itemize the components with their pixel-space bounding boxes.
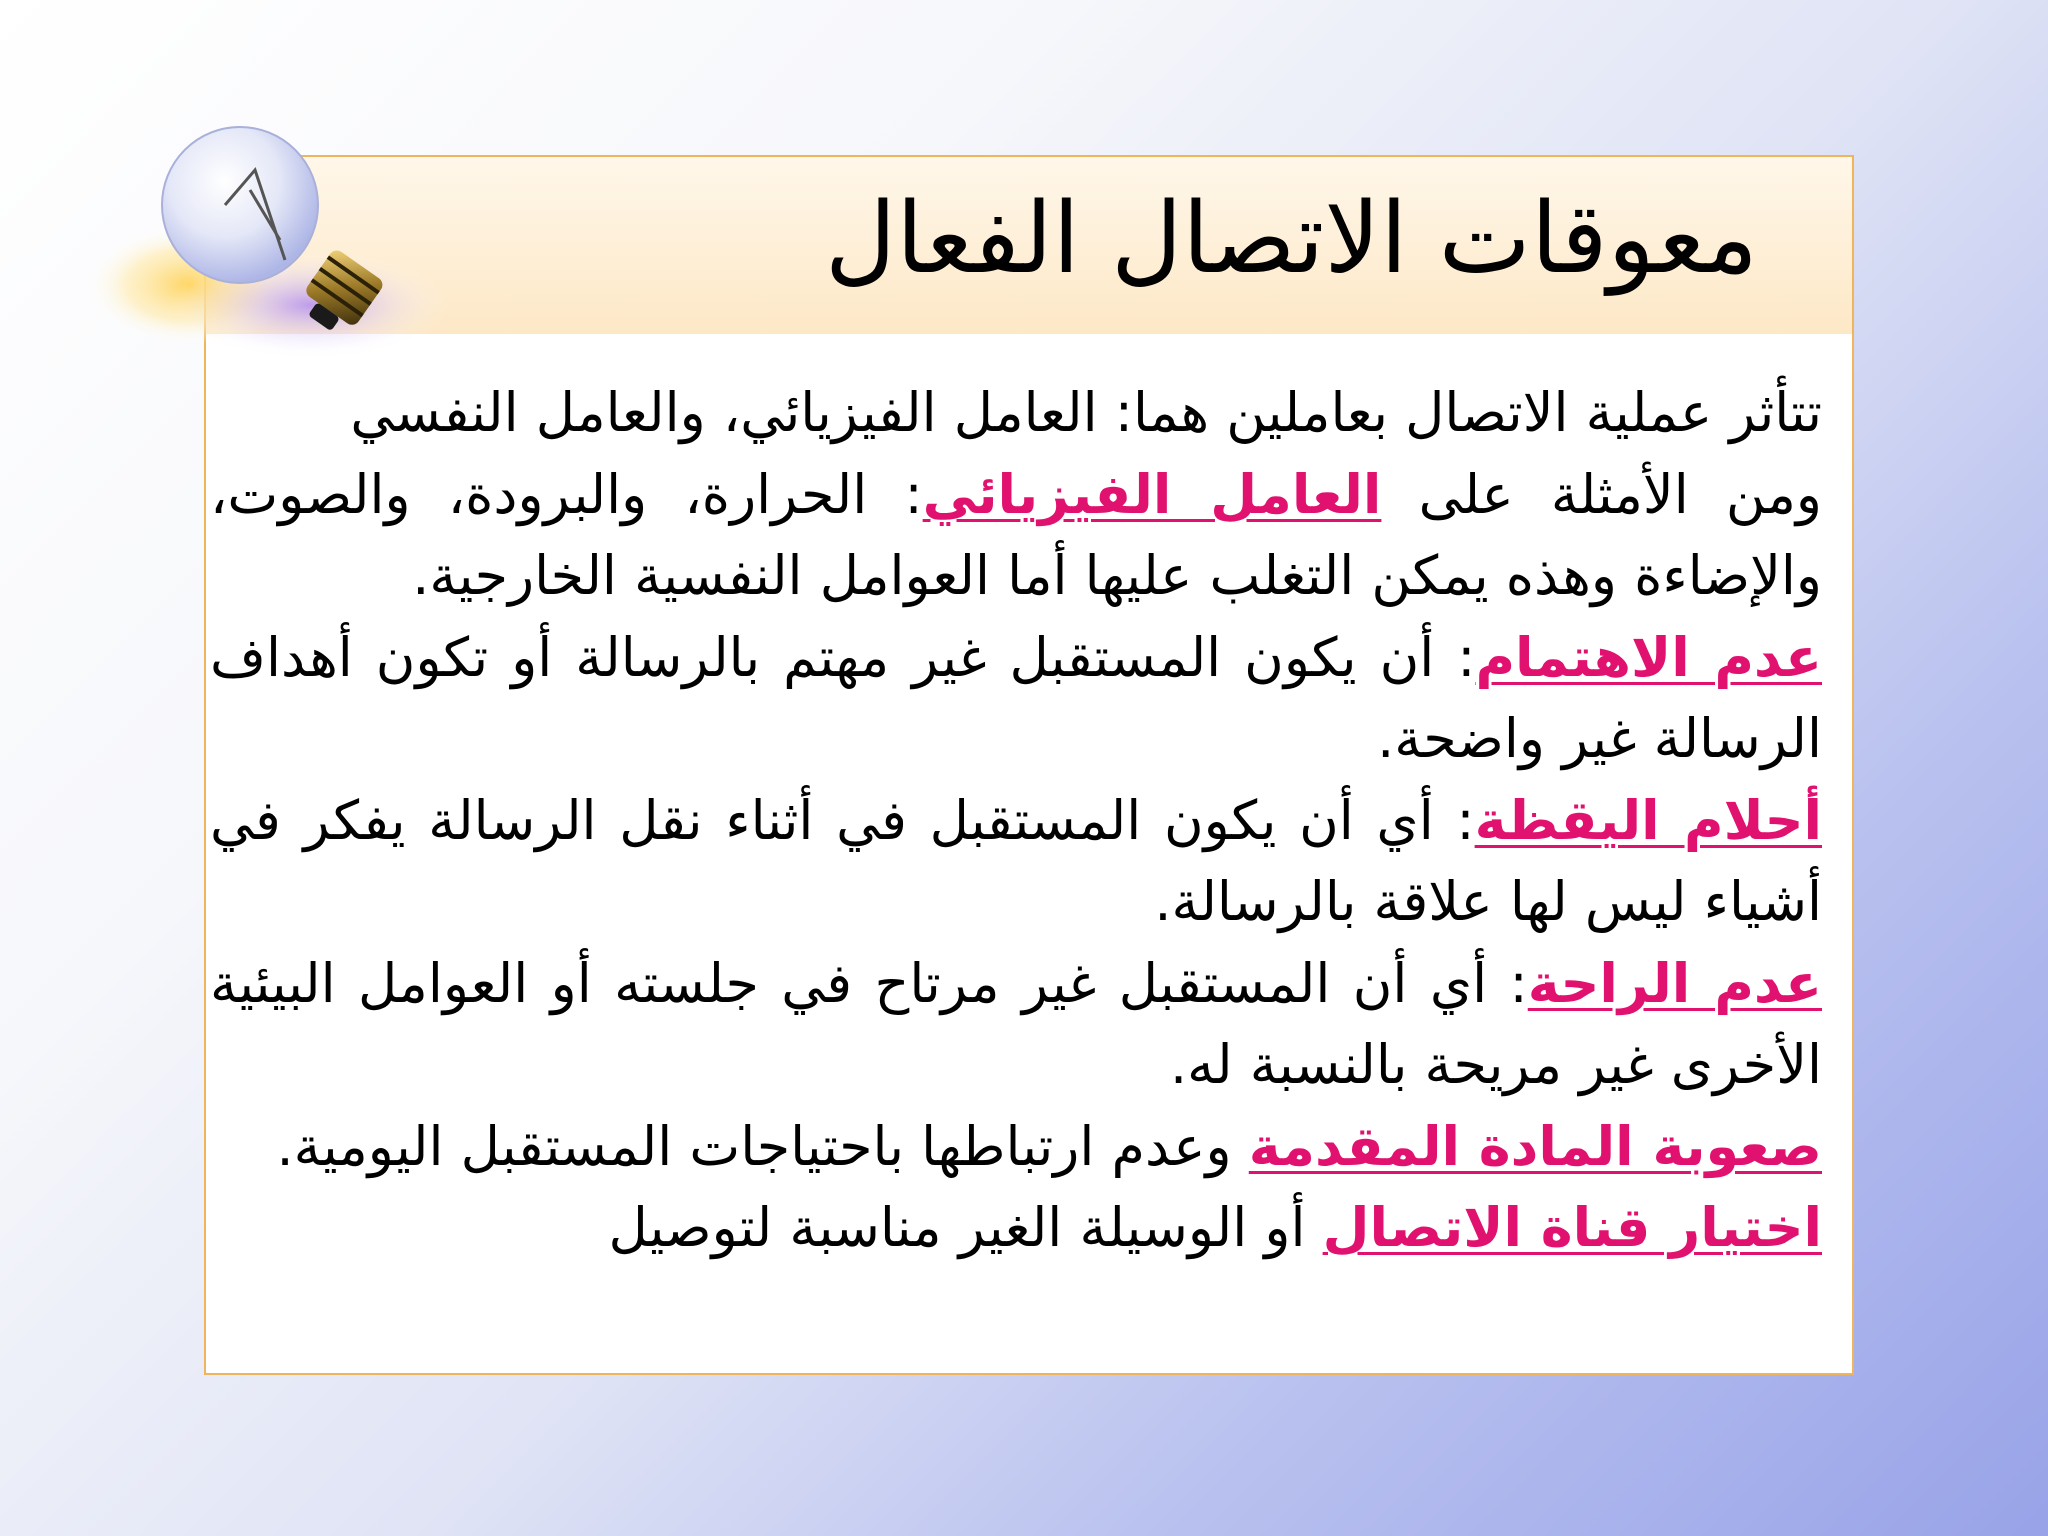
term-separator: : [867, 462, 923, 526]
paragraph-text: أن يكون المستقبل غير مهتم بالرسالة أو تكون أهداف الرسالة غير واضحة. [210, 625, 1822, 770]
term-lack-of-interest: عدم الاهتمام [1475, 625, 1822, 689]
light-bulb-icon [80, 110, 460, 360]
term-separator: : [1434, 625, 1476, 689]
term-material-difficulty: صعوبة المادة المقدمة [1248, 1114, 1822, 1178]
paragraph-text: تتأثر عملية الاتصال بعاملين هما: العامل الفيزيائي، والعامل النفسي [350, 381, 1822, 444]
paragraph-text: الحرارة، والبرودة، والصوت، والإضاءة وهذه يمكن التغلب عليها أما العوامل النفسية الخارجية. [210, 462, 1822, 607]
physical-factor-paragraph [210, 454, 1822, 617]
slide-title: معوقات الاتصال الفعال [824, 182, 1758, 296]
paragraph-text: وعدم ارتباطها باحتياجات المستقبل اليومية. [276, 1114, 1232, 1178]
paragraph-prefix: ومن الأمثلة على [1381, 462, 1822, 526]
body-text [210, 372, 1822, 1269]
paragraph-text: أي أن يكون المستقبل في أثناء نقل الرسالة يفكر في أشياء ليس لها علاقة بالرسالة. [210, 788, 1822, 933]
lack-of-interest-paragraph [210, 617, 1822, 780]
term-daydreaming: أحلام اليقظة [1474, 788, 1822, 852]
term-separator: : [1433, 788, 1475, 852]
term-discomfort: عدم الراحة [1527, 951, 1822, 1015]
intro-paragraph [210, 372, 1822, 454]
daydreaming-paragraph [210, 780, 1822, 943]
discomfort-paragraph [210, 943, 1822, 1106]
paragraph-text: أو الوسيلة الغير مناسبة لتوصيل [608, 1196, 1306, 1259]
term-separator: : [1487, 951, 1528, 1015]
term-physical-factor: العامل الفيزيائي [922, 462, 1382, 526]
channel-choice-paragraph [210, 1187, 1822, 1269]
material-difficulty-paragraph [210, 1106, 1822, 1188]
term-separator [1232, 1115, 1249, 1178]
paragraph-text: أي أن المستقبل غير مرتاح في جلسته أو العوامل البيئية الأخرى غير مريحة بالنسبة له. [210, 951, 1822, 1096]
term-separator [1305, 1196, 1322, 1259]
term-channel-choice: اختيار قناة الاتصال [1322, 1196, 1822, 1259]
